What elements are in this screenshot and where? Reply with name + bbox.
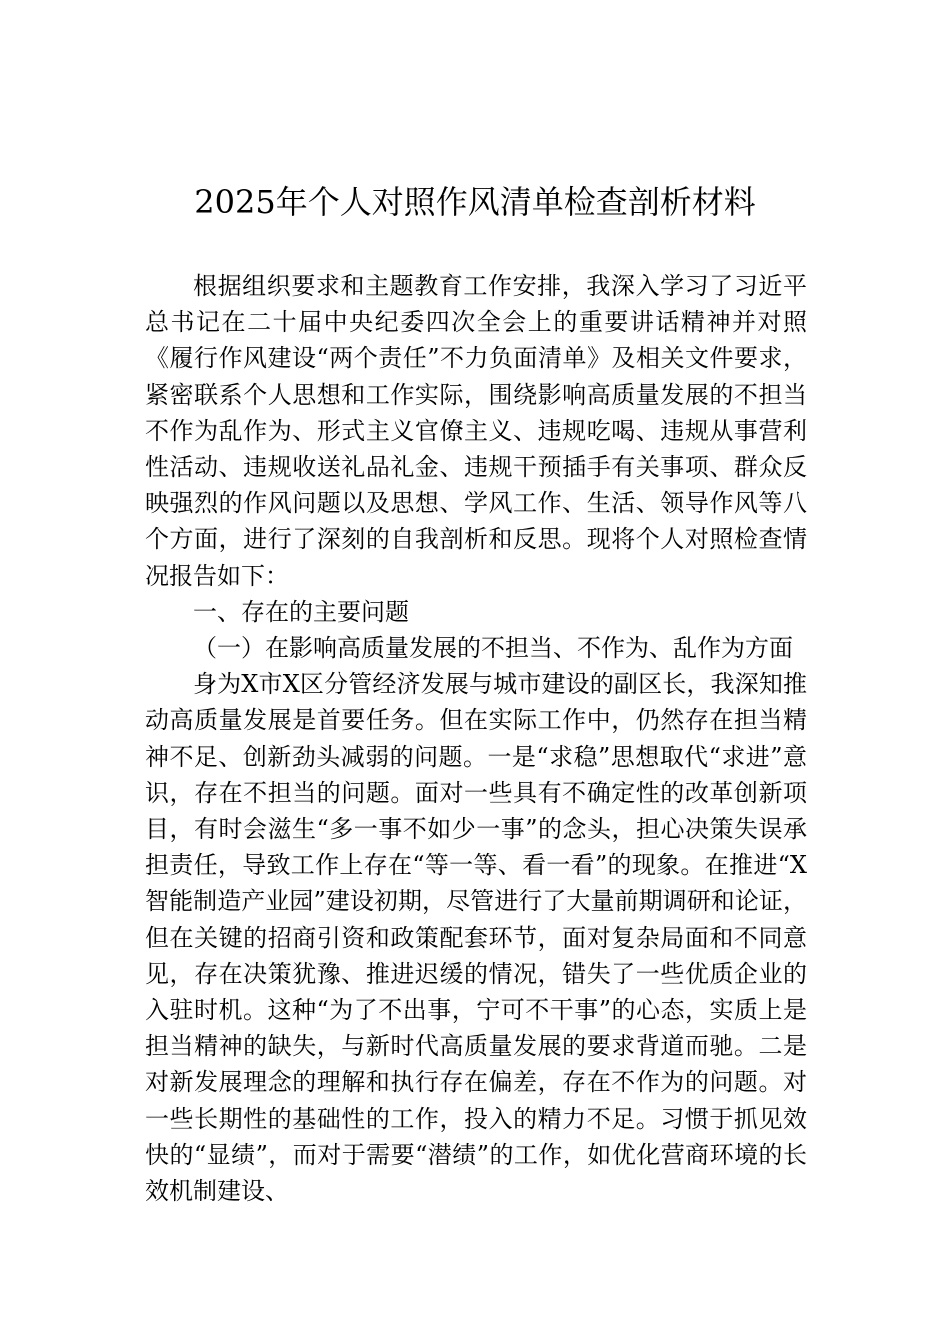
document-title: 2025年个人对照作风清单检查剖析材料 <box>194 183 756 221</box>
section-heading: 一、存在的主要问题 <box>193 597 409 626</box>
subsection-heading: （一）在影响高质量发展的不担当、不作为、乱作为方面 <box>193 634 793 663</box>
document-body <box>145 268 807 1209</box>
intro-paragraph: 根据组织要求和主题教育工作安排，我深入学习了习近平总书记在二十届中央纪委四次全会上的重要讲话精神并对照《履行作风建设“两个责任”不力负面清单》及相关文件要求，紧密联系个人思想和工作实际，围绕影响高质量发展的不担当不作为乱作为、形式主义官僚主义、违规吃喝、违规从事营利性活动、违规收送礼品礼金、违规干预插手有关事项、群众反映强烈的作风问题以及思想、学风工作、生活、领导作风等八个方面，进行了深刻的自我剖析和反思。现将个人对照检查情况报告如下： <box>145 272 807 590</box>
body-paragraph: 身为X市X区分管经济发展与城市建设的副区长，我深知推动高质量发展是首要任务。但在实际工作中，仍然存在担当精神不足、创新劲头减弱的问题。一是“求稳”思想取代“求进”意识，存在不担当的问题。面对一些具有不确定性的改革创新项目，有时会滋生“多一事不如少一事”的念头，担心决策失误承担责任，导致工作上存在“等一等、看一看”的现象。在推进“X智能制造产业园”建设初期，尽管进行了大量前期调研和论证，但在关键的招商引资和政策配套环节，面对复杂局面和不同意见，存在决策犹豫、推进迟缓的情况，错失了一些优质企业的入驻时机。这种“为了不出事，宁可不干事”的心态，实质上是担当精神的缺失，与新时代高质量发展的要求背道而驰。二是对新发展理念的理解和执行存在偏差，存在不作为的问题。对一些长期性的基础性的工作，投入的精力不足。习惯于抓见效快的“显绩”，而对于需要“潜绩”的工作，如优化营商环境的长效机制建设、 <box>145 670 807 1206</box>
